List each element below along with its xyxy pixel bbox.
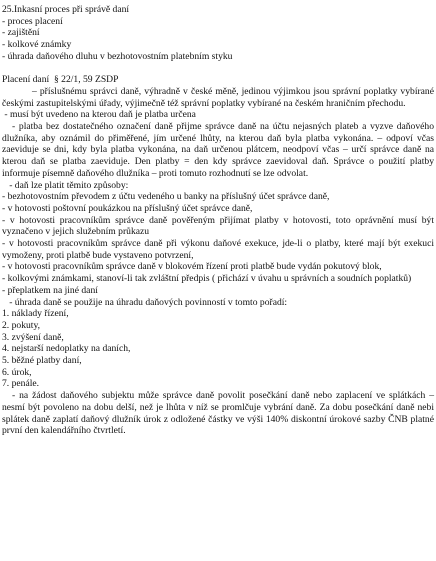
section-heading: Placení daní § 22/1, 59 ZSDP xyxy=(2,74,119,86)
payment-item: - v hotovosti pracovníkům správce daně pověřeným přijímat platby v hotovosti, toto oprávnění musí být vyznačeno v jejich služebním průkazu xyxy=(2,214,434,238)
order-item: 2. pokuty, xyxy=(2,319,41,331)
intro-item: - zajištění xyxy=(2,27,40,39)
order-item: 1. náklady řízení, xyxy=(2,308,69,320)
text-line: - úhrada daně se použije na úhradu daňových povinností v tomto pořadí: xyxy=(2,296,288,308)
intro-item: - proces placení xyxy=(2,15,63,27)
order-item: 7. penále. xyxy=(2,378,40,390)
paragraph: - na žádost daňového subjektu může správce daně povolit posečkání daně nebo zaplacení ve splátkách – nesmí být povoleno na dobu delší, než je lhůta v níž se promlčuje vybrání daně. Za dobu posečkání daně nebi splátek daně zaplatí daňový dlužník úrok z odložené částky ve výši 140% diskontní úrokové sazby ČNB platné první den kalendářního čtvrtletí. xyxy=(2,390,434,437)
order-item: 5. běžné platby daní, xyxy=(2,355,82,367)
intro-item: - úhrada daňového dluhu v bezhotovostním platebním styku xyxy=(2,50,233,62)
text-line: - přeplatkem na jiné daní xyxy=(2,284,98,296)
payment-item: - kolkovými známkami, stanoví-li tak zvláštní předpis ( přichází v úvahu u správních a soudních poplatků) xyxy=(2,273,412,285)
order-item: 4. nejstarší nedoplatky na daních, xyxy=(2,343,131,355)
intro-item: - kolkové známky xyxy=(2,39,72,51)
order-item: 3. zvýšení daně, xyxy=(2,331,64,343)
text-line: - daň lze platit těmito způsoby: xyxy=(2,179,129,191)
paragraph: - platba bez dostatečného označení daně přijme správce daně na účtu nejasných plateb a vyzve daňového dlužníka, aby oznámil do přiměřené, jím určené lhůty, na kterou daň byla platba vykonána. – odpoví včas zaeviduje se dni, kdy byla platba vykonána, na daň určenou plátcem, neodpoví včas – určí správce daně na kterou daň se platba zaeviduje. Den platby = den kdy správce zaevidoval daň. Správce o použití platby informuje písemně daňového dlužníka – proti tomuto rozhodnutí se lze odvolat. xyxy=(2,121,434,179)
document-title: 25.Inkasní proces při správě daní xyxy=(2,4,130,15)
spacer xyxy=(2,63,436,75)
payment-item: - v hotovosti pracovníkům správce daně v blokovém řízení proti platbě bude vydán pokutový blok, xyxy=(2,261,382,273)
order-item: 6. úrok, xyxy=(2,366,32,378)
payment-item: - v hotovosti poštovní poukázkou na příslušný účet správce daně, xyxy=(2,202,253,214)
text-line: - musí být uvedeno na kterou daň je platba určena xyxy=(2,109,196,121)
payment-item: - bezhotovostním převodem z účtu vedeného u banky na příslušný účet správce daně, xyxy=(2,191,330,203)
payment-item: - v hotovosti pracovníkům správce daně při výkonu daňové exekuce, jde-li o platby, které mají být exekuci vymoženy, proti platbě bude vystaveno potvrzení, xyxy=(2,238,434,261)
paragraph: – příslušnému správci daně, výhradně v české měně, jedinou výjimkou jsou správní poplatky vybírané českými zastupitelskými úřady, výjimečně též správní poplatky vybírané na českém hraničním přechodu. xyxy=(2,85,434,109)
